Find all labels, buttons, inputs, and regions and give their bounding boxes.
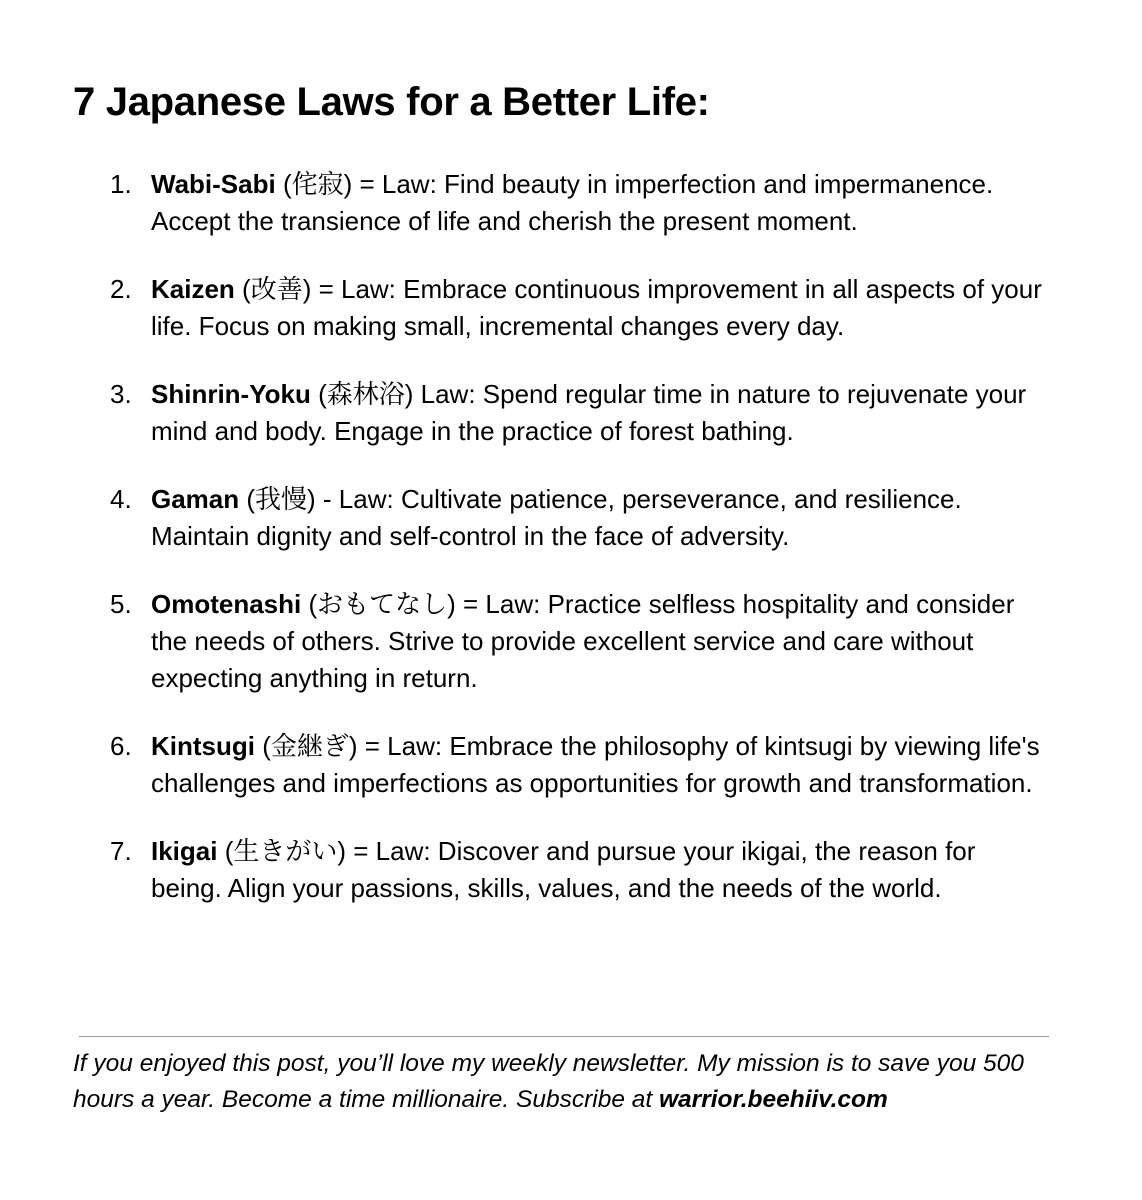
list-item — [0, 271, 1051, 345]
law-description: (改善) = Law: Embrace continuous improvement in all aspects of your life. Focus on making small, incremental changes every day. — [151, 274, 1042, 341]
newsletter-link[interactable]: warrior.beehiiv.com — [659, 1086, 888, 1113]
list-item — [0, 166, 1051, 240]
page-title: 7 Japanese Laws for a Better Life: — [73, 80, 710, 124]
list-item-number: 2. — [110, 274, 132, 304]
newsletter-footer — [73, 1046, 1063, 1118]
law-name: Shinrin-Yoku — [151, 379, 311, 409]
list-item-number: 6. — [110, 731, 132, 761]
law-name: Gaman — [151, 484, 240, 514]
law-name: Kaizen — [151, 274, 235, 304]
law-description: (森林浴) Law: Spend regular time in nature to rejuvenate your mind and body. Engage in the practice of forest bathing. — [151, 379, 1027, 446]
law-description: (我慢) - Law: Cultivate patience, perseverance, and resilience. Maintain dignity and self-control in the face of adversity. — [151, 484, 962, 551]
list-item-number: 4. — [110, 484, 132, 514]
list-item-number: 7. — [110, 836, 132, 866]
list-item-number: 1. — [110, 169, 132, 199]
law-name: Wabi-Sabi — [151, 169, 276, 199]
list-item — [0, 481, 1051, 555]
laws-list — [0, 166, 1142, 938]
footer-text: If you enjoyed this post, you’ll love my weekly newsletter. My mission is to save you 500 hours a year. Become a time millionaire. Subscribe at — [73, 1050, 1024, 1113]
law-description: (おもてなし) = Law: Practice selfless hospitality and consider the needs of others. Strive to provide excellent service and care without expecting anything in return. — [151, 589, 1015, 693]
law-description: (金継ぎ) = Law: Embrace the philosophy of kintsugi by viewing life's challenges and imperfections as opportunities for growth and transformation. — [151, 731, 1040, 798]
law-name: Omotenashi — [151, 589, 302, 619]
law-name: Kintsugi — [151, 731, 255, 761]
law-description: (侘寂) = Law: Find beauty in imperfection and impermanence. Accept the transience of life and cherish the present moment. — [151, 169, 994, 236]
list-item — [0, 833, 1051, 907]
list-item-number: 3. — [110, 379, 132, 409]
law-name: Ikigai — [151, 836, 218, 866]
footer-divider — [79, 1036, 1049, 1037]
list-item-number: 5. — [110, 589, 132, 619]
law-description: (生きがい) = Law: Discover and pursue your ikigai, the reason for being. Align your passions, skills, values, and the needs of the world. — [151, 836, 976, 903]
list-item — [0, 376, 1051, 450]
list-item — [0, 728, 1051, 802]
list-item — [0, 586, 1051, 697]
